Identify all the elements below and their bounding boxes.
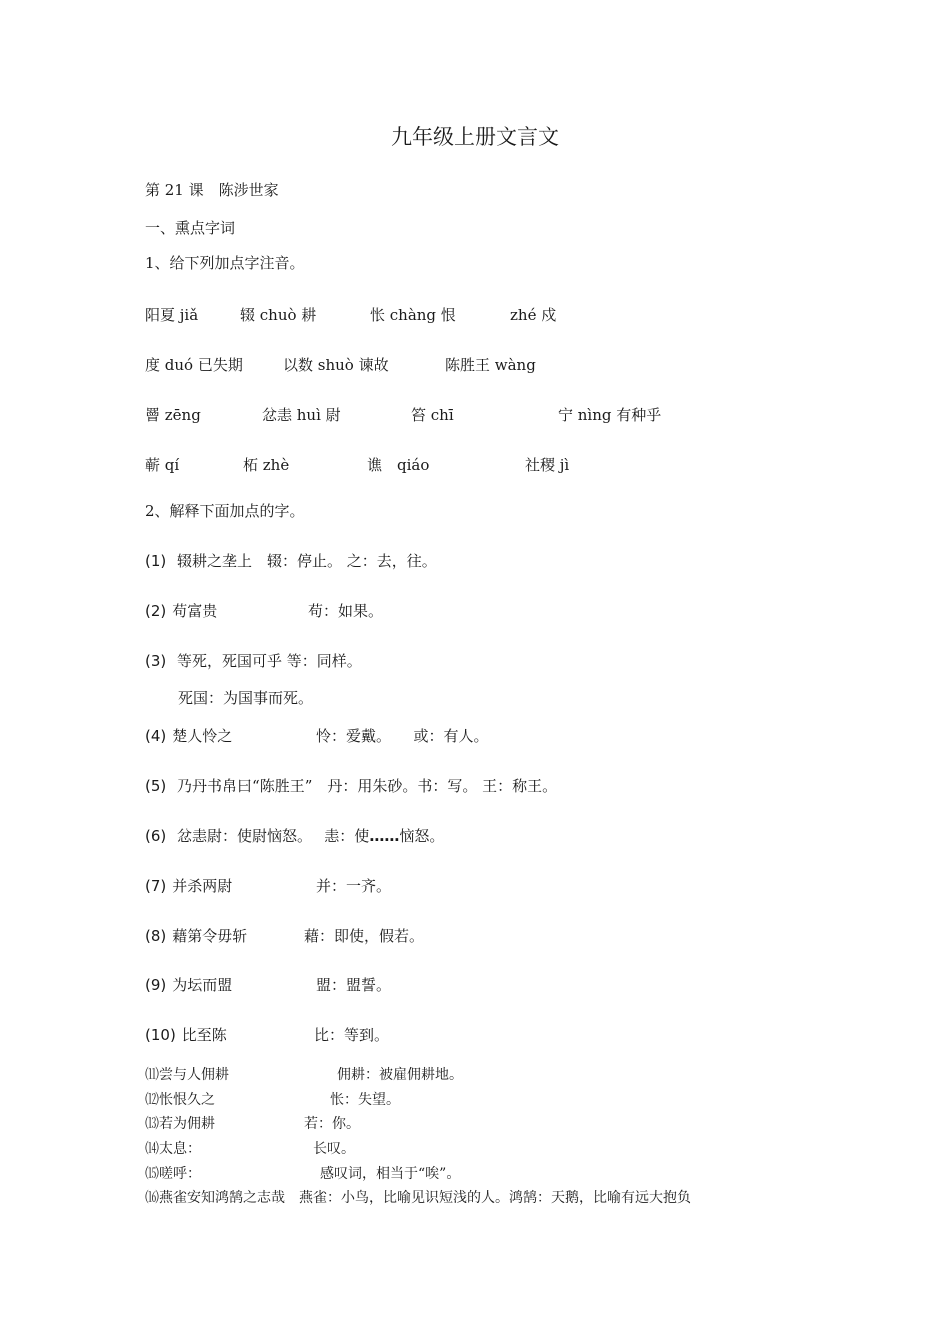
item-note: 比：等到。: [314, 1026, 390, 1044]
item-text: 辍耕之垄上 辍：停止。 之：去，往。: [177, 552, 437, 570]
list-item: [145, 776, 557, 796]
item-note: 怜：爱戴。 或：有人。: [316, 727, 489, 745]
pinyin-item: 蕲 qí: [145, 456, 180, 474]
item-text: ⒀若为佣耕: [145, 1116, 215, 1132]
item-note: 感叹词，相当于“唉”。: [320, 1166, 461, 1182]
item-text: 比至陈: [181, 1026, 227, 1044]
pinyin-item: 谯 qiáo: [367, 456, 430, 474]
pinyin-item: 忿恚 huì 尉: [262, 406, 341, 424]
item-number: (3): [145, 652, 167, 670]
list-item: ⒃燕雀安知鸿鹄之志哉 燕雀：小鸟，比喻见识短浅的人。鸿鹄：天鹅，比喻有远大抱负: [145, 1190, 691, 1206]
item-note: 佣耕：被雇佣耕地。: [337, 1067, 463, 1083]
item-text: ⑾尝与人佣耕: [145, 1067, 229, 1083]
list-item: [145, 551, 437, 571]
item-number: (8): [145, 927, 167, 945]
ellipsis: ……: [369, 827, 400, 845]
lesson-heading: 第 21 课 陈涉世家: [145, 181, 279, 199]
item-note: 并：一齐。: [316, 877, 392, 895]
item-note: 怅：失望。: [330, 1092, 400, 1108]
pinyin-item: 辍 chuò 耕: [240, 306, 317, 324]
pinyin-item: 柘 zhè: [243, 456, 290, 474]
list-item-continuation: 死国：为国事而死。: [178, 689, 314, 707]
item-number: (6): [145, 827, 167, 845]
item-text: 为坛而盟: [172, 976, 233, 994]
pinyin-item: 阳夏 jiǎ: [145, 306, 199, 324]
pinyin-item: 宁 nìng 有种乎: [558, 406, 662, 424]
item-text: 藉第令毋斩: [172, 927, 248, 945]
list-item: [145, 826, 444, 846]
item-text: 楚人怜之: [172, 727, 233, 745]
item-number: (1): [145, 552, 167, 570]
pinyin-item: 罾 zēng: [145, 406, 201, 424]
item-number: (7): [145, 877, 167, 895]
pinyin-item: 度 duó 已失期: [145, 356, 243, 374]
item-note: 苟：如果。: [308, 602, 384, 620]
item-text: ⒁太息：: [145, 1141, 201, 1157]
question-2: 2、解释下面加点的字。: [145, 502, 305, 520]
item-text-tail: 恼怒。: [399, 827, 445, 845]
question-1: 1、给下列加点字注音。: [145, 254, 305, 272]
pinyin-item: 以数 shuò 谏故: [283, 356, 389, 374]
pinyin-item: 陈胜王 wàng: [445, 356, 536, 374]
item-note: 若：你。: [304, 1116, 360, 1132]
item-note: 盟：盟誓。: [316, 976, 392, 994]
item-text: 乃丹书帛曰“陈胜王” 丹：用朱砂。书：写。 王：称王。: [177, 777, 558, 795]
section-heading: 一、熏点字词: [145, 219, 236, 237]
item-text: 并杀两尉: [172, 877, 233, 895]
item-text: 苟富贵: [172, 602, 218, 620]
pinyin-item: 怅 chàng 恨: [370, 306, 456, 324]
item-number: (2): [145, 602, 167, 620]
page-title: 九年级上册文言文: [391, 125, 559, 149]
item-text: ⒂嗟呼：: [145, 1166, 201, 1182]
item-text: ⑿怅恨久之: [145, 1092, 215, 1108]
pinyin-item: 社稷 jì: [525, 456, 570, 474]
item-number: (9): [145, 976, 167, 994]
pinyin-item: zhé 戍: [510, 306, 557, 324]
item-text: 等死，死国可乎 等：同样。: [177, 652, 362, 670]
item-note: 长叹。: [313, 1141, 355, 1157]
item-note: 藉：即使，假若。: [304, 927, 425, 945]
item-number: (4): [145, 727, 167, 745]
item-number: (10): [145, 1026, 176, 1044]
list-item: [145, 651, 362, 671]
item-number: (5): [145, 777, 167, 795]
pinyin-item: 笞 chī: [411, 406, 454, 424]
item-text: 忿恚尉：使尉恼怒。 恚：使: [177, 827, 370, 845]
